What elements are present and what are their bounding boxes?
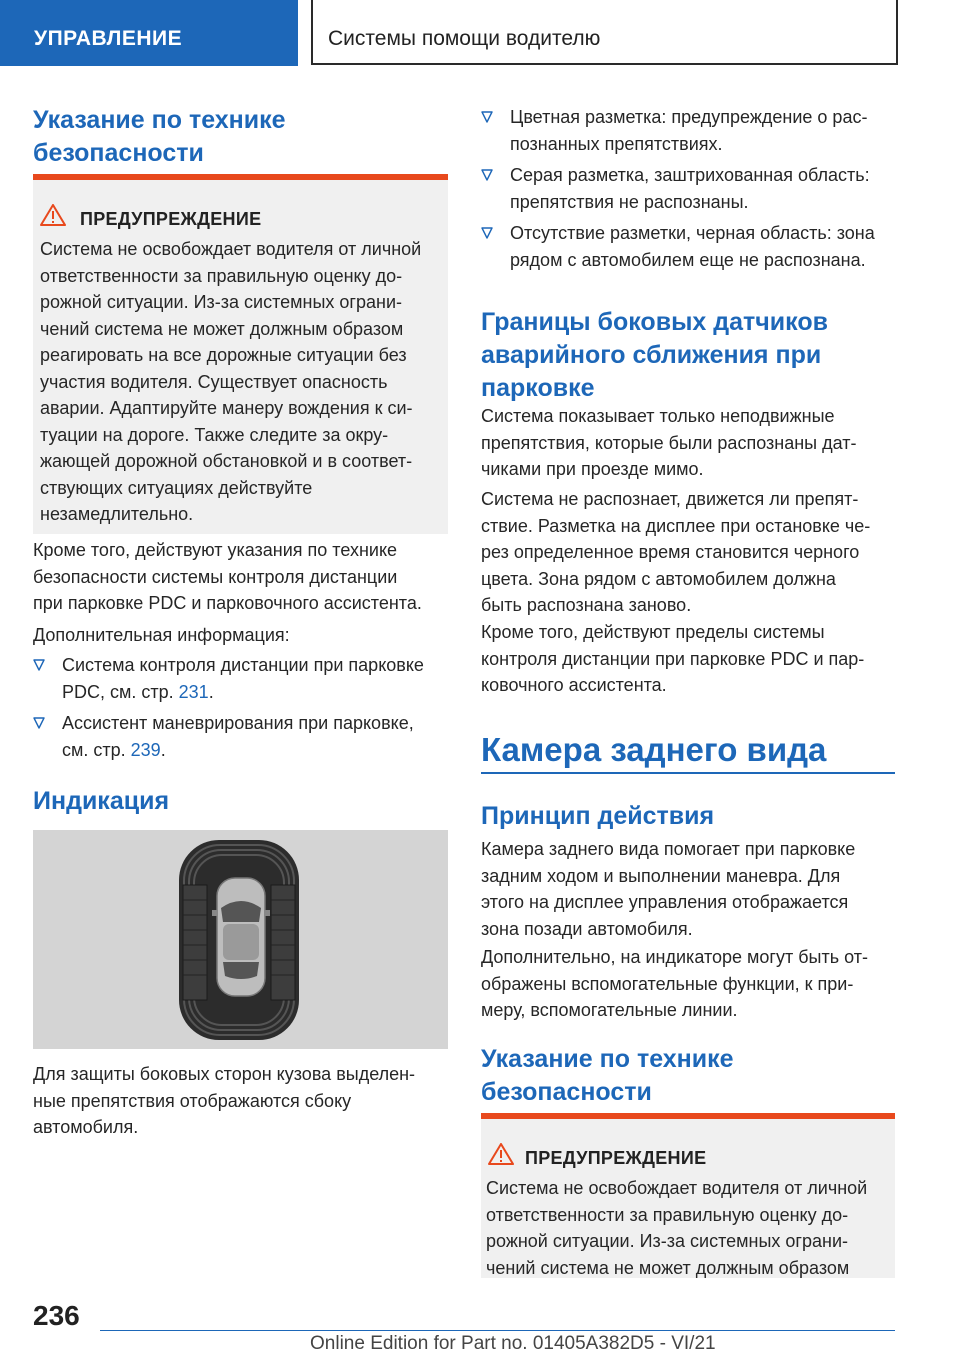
warning-text: Система не освобождает водителя от личной ответственности за правильную оценку до- рожной ситуации. Из-за системных ограни- чений система не может должным образом: [486, 1178, 868, 1278]
bullet-triangle-icon: [481, 111, 493, 123]
display-heading: Индикация: [33, 787, 170, 815]
paragraph: Дополнительно, на индикаторе могут быть от- ображены вспомогательные функции, к при- меру, вспомогательные линии.: [481, 947, 868, 1020]
camera-heading: Камера заднего вида: [481, 731, 827, 768]
warning-text: Система не освобождает водителя от личной ответственности за правильную оценку до- рожной ситуации. Из-за системных ограни- чений система не может должным образом реагировать на все дорожные ситуации без участия водителя. Существует опасность аварии. Адаптируйте манеру вождения к си- туации на дороге. Также следите за окру- жающей дорожной обстановкой и в соответ- ствующих ситуациях действуйте незамедлительно.: [40, 239, 422, 524]
page-number: 236: [33, 1300, 80, 1331]
car-top-view-image: [33, 830, 448, 1049]
warning-box: [33, 174, 448, 534]
list-item: Система контроля дистанции при парковке PDC, см. стр. 231.: [33, 652, 453, 705]
image-caption: Для защиты боковых сторон кузова выделен- ные препятствия отображаются сбоку автомобиля.: [33, 1064, 416, 1137]
page-link[interactable]: 231: [178, 681, 209, 702]
warning-triangle-icon: [488, 1143, 514, 1165]
safety-heading: Указание по технике безопасности: [481, 1045, 734, 1106]
list-item: Цветная разметка: предупреждение о рас- познанных препятствиях.: [481, 104, 901, 157]
parking-sensor-illustration: [33, 830, 448, 1049]
chapter-title: Системы помощи водителю: [328, 27, 601, 50]
warning-title: ПРЕДУПРЕЖДЕНИЕ: [80, 209, 262, 229]
limits-heading: Границы боковых датчиков аварийного сближения при парковке: [481, 308, 828, 402]
more-info-label: Дополнительная информация:: [33, 625, 290, 645]
bullet-triangle-icon: [33, 659, 45, 671]
list-item: Отсутствие разметки, черная область: зона рядом с автомобилем еще не распознана.: [481, 220, 901, 273]
edition-text: Online Edition for Part no. 01405A382D5 - VI/21: [310, 1333, 716, 1354]
paragraph: Кроме того, действуют пределы системы контроля дистанции при парковке PDC и пар- ковочного ассистента.: [481, 622, 865, 695]
section-title: УПРАВЛЕНИЕ: [34, 27, 183, 50]
page-link[interactable]: 239: [130, 739, 161, 760]
footer-rule: [100, 1330, 895, 1331]
warning-box: [481, 1113, 895, 1278]
list-item: Ассистент маневрирования при парковке, см. стр. 239.: [33, 710, 453, 763]
chapter-header: [311, 0, 898, 65]
safety-heading: Указание по технике безопасности: [33, 106, 286, 167]
principle-heading: Принцип действия: [481, 802, 715, 830]
paragraph: Камера заднего вида помогает при парковке задним ходом и выполнении маневра. Для этого на дисплее управления отображается зона позади автомобиля.: [481, 839, 856, 939]
bullet-triangle-icon: [481, 227, 493, 239]
list-item: Серая разметка, заштрихованная область: препятствия не распознаны.: [481, 162, 901, 215]
bullet-triangle-icon: [481, 169, 493, 181]
paragraph: Система не распознает, движется ли препят- ствие. Разметка на дисплее при остановке че- рез определенное время становится черного цвета. Зона рядом с автомобилем должна быть распознана заново.: [481, 489, 871, 615]
paragraph: Кроме того, действуют указания по технике безопасности системы контроля дистанции при парковке PDC и парковочного ассистента.: [33, 540, 422, 613]
paragraph: Система показывает только неподвижные препятствия, которые были распознаны дат- чиками при проезде мимо.: [481, 406, 857, 479]
heading-underline: [481, 772, 895, 774]
bullet-triangle-icon: [33, 717, 45, 729]
warning-title: ПРЕДУПРЕЖДЕНИЕ: [525, 1148, 707, 1168]
warning-triangle-icon: [40, 204, 66, 226]
section-tab: [0, 0, 298, 66]
